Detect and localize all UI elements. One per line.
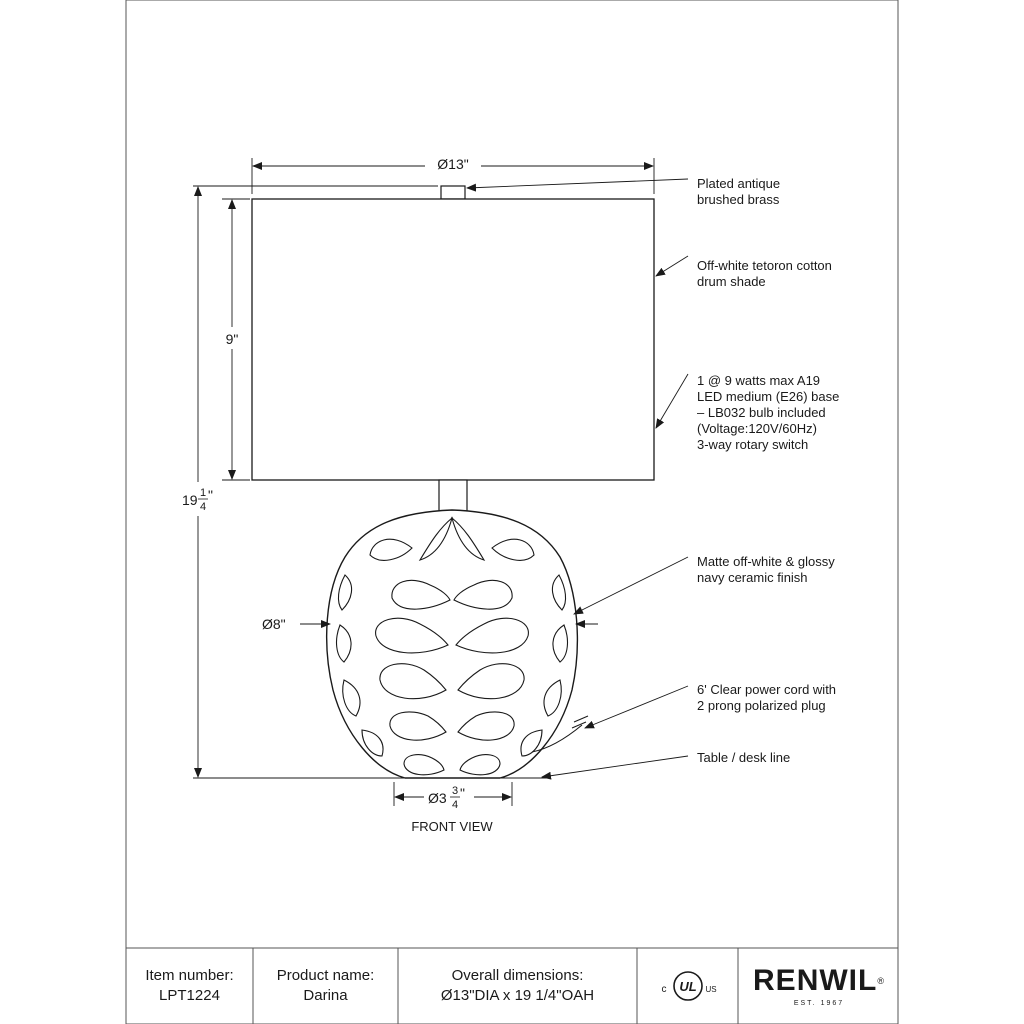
finial (441, 186, 465, 199)
leader-cord (585, 686, 688, 728)
ceramic-body (327, 510, 578, 778)
leader-finial (467, 179, 688, 188)
brand-registered-mark: ® (877, 975, 885, 986)
callout-cord: 6' Clear power cord with 2 prong polarized plug (697, 682, 837, 713)
svg-text:Ø3: Ø3 (428, 790, 447, 806)
dim-shade-width: Ø13" (437, 156, 469, 172)
svg-text:": " (460, 785, 465, 801)
brand-established: EST. 1967 (793, 999, 845, 1007)
leader-bulb (656, 374, 688, 428)
view-label: FRONT VIEW (411, 819, 493, 834)
brand-name: RENWIL (753, 963, 878, 997)
leader-finish (574, 557, 688, 614)
callout-shade: Off-white tetoron cotton drum shade (697, 258, 832, 289)
svg-text:UL: UL (678, 979, 697, 994)
callout-finial: Plated antique brushed brass (697, 176, 781, 207)
callout-table: Table / desk line (697, 750, 791, 765)
overall-dimensions-value: Ø13"DIA x 19 1/4"OAH (440, 987, 595, 1004)
item-number-label: Item number: (145, 967, 234, 984)
lamp-neck (439, 480, 467, 513)
title-item-cell (126, 948, 253, 1024)
leader-shade (656, 256, 688, 276)
cul-us-mark (637, 948, 738, 1024)
svg-text:": " (208, 487, 213, 503)
svg-text:19: 19 (182, 492, 198, 508)
renwil-logo (738, 948, 900, 1024)
product-name-value: Darina (303, 987, 348, 1004)
callout-finish: Matte off-white & glossy navy ceramic finish (697, 554, 835, 585)
ul-certification-icon (656, 968, 720, 1004)
item-number-value: LPT1224 (159, 987, 220, 1004)
product-name-label: Product name: (276, 967, 375, 984)
svg-text:3: 3 (452, 785, 459, 797)
svg-text:US: US (704, 985, 717, 994)
overall-dimensions-label: Overall dimensions: (451, 967, 584, 984)
drum-shade (252, 199, 654, 480)
leader-table (542, 756, 688, 777)
svg-text:4: 4 (200, 501, 207, 513)
dim-body-diameter: Ø8" (262, 616, 286, 632)
callout-bulb: 1 @ 9 watts max A19 LED medium (E26) base – LB032 bulb included (Voltage:120V/60Hz) 3-way rotary switch (697, 373, 840, 452)
svg-text:4: 4 (452, 799, 459, 811)
dim-shade-height: 9" (225, 331, 239, 347)
svg-text:1: 1 (200, 487, 207, 499)
title-product-cell (253, 948, 398, 1024)
svg-text:c: c (661, 984, 666, 995)
title-dimensions-cell (398, 948, 637, 1024)
sheet-border (126, 0, 898, 1024)
